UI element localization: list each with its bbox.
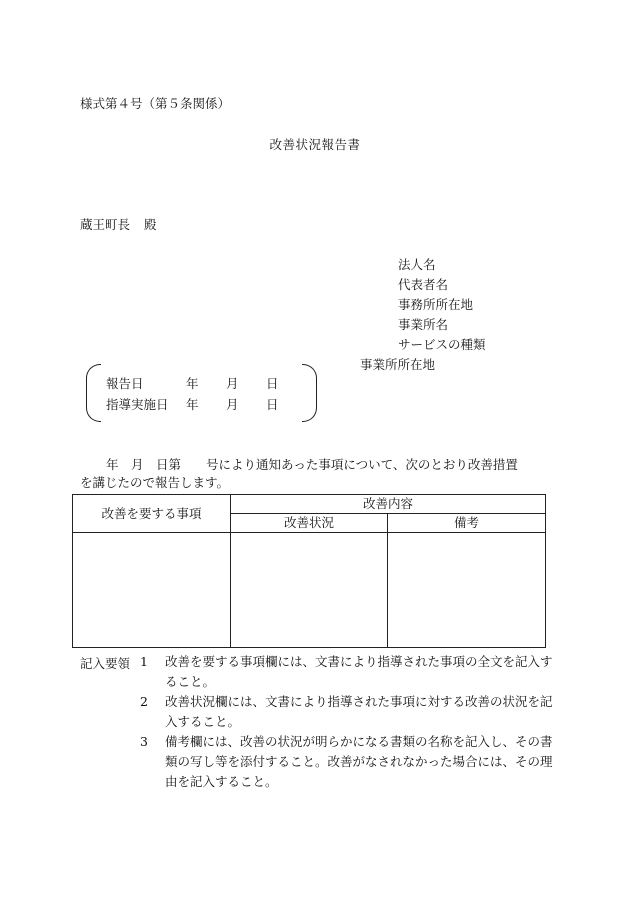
report-date-year: 年 bbox=[186, 376, 199, 391]
note-item-2 bbox=[140, 692, 560, 732]
applicant-representative: 代表者名 bbox=[398, 277, 449, 292]
guidance-date-day: 日 bbox=[266, 397, 279, 412]
header-matter: 改善を要する事項 bbox=[73, 495, 231, 533]
note-item-1 bbox=[140, 652, 560, 692]
report-date-day: 日 bbox=[266, 376, 279, 391]
note-number-3: 3 bbox=[140, 734, 148, 749]
header-status: 改善状況 bbox=[231, 514, 388, 533]
notes-label: 記入要領 bbox=[80, 656, 131, 671]
applicant-office-address: 事務所所在地 bbox=[398, 297, 474, 312]
date-bracket-right bbox=[302, 364, 317, 422]
cell-matter[interactable] bbox=[73, 533, 231, 648]
applicant-service-type: サービスの種類 bbox=[398, 337, 486, 352]
note-item-3 bbox=[140, 732, 560, 792]
report-date-month: 月 bbox=[226, 376, 239, 391]
header-content: 改善内容 bbox=[231, 495, 546, 514]
guidance-date-month: 月 bbox=[226, 397, 239, 412]
applicant-corporation-name: 法人名 bbox=[398, 257, 436, 272]
body-line-2: を講じたので報告します。 bbox=[80, 475, 230, 490]
applicant-facility-address: 事業所所在地 bbox=[360, 357, 436, 372]
addressee-mayor: 蔵王町長 bbox=[80, 217, 131, 232]
note-text-3: 備考欄には、改善の状況が明らかになる書類の名称を記入し、その書類の写し等を添付すること。改善がなされなかった場合には、その理由を記入すること。 bbox=[165, 734, 553, 789]
guidance-date-year: 年 bbox=[186, 397, 199, 412]
date-bracket-left bbox=[86, 364, 101, 422]
body-line-1: 年 月 日第 号により通知あった事項について、次のとおり改善措置 bbox=[106, 457, 518, 472]
note-number-1: 1 bbox=[140, 654, 148, 669]
note-text-1: 改善を要する事項欄には、文書により指導された事項の全文を記入すること。 bbox=[165, 654, 553, 689]
document-title: 改善状況報告書 bbox=[269, 137, 361, 152]
cell-remarks[interactable] bbox=[388, 533, 546, 648]
body-paragraph bbox=[80, 456, 550, 492]
applicant-facility-name: 事業所名 bbox=[398, 317, 449, 332]
cell-status[interactable] bbox=[231, 533, 388, 648]
form-number: 様式第４号（第５条関係） bbox=[80, 96, 231, 111]
improvement-table bbox=[72, 494, 546, 648]
report-date-label: 報告日 bbox=[106, 376, 144, 391]
addressee-honorific: 殿 bbox=[144, 217, 157, 232]
header-remarks: 備考 bbox=[388, 514, 546, 533]
addressee bbox=[80, 217, 157, 233]
note-text-2: 改善状況欄には、文書により指導された事項に対する改善の状況を記入すること。 bbox=[165, 694, 553, 729]
guidance-date-label: 指導実施日 bbox=[106, 397, 169, 412]
note-number-2: 2 bbox=[140, 694, 148, 709]
applicant-block bbox=[398, 257, 486, 357]
